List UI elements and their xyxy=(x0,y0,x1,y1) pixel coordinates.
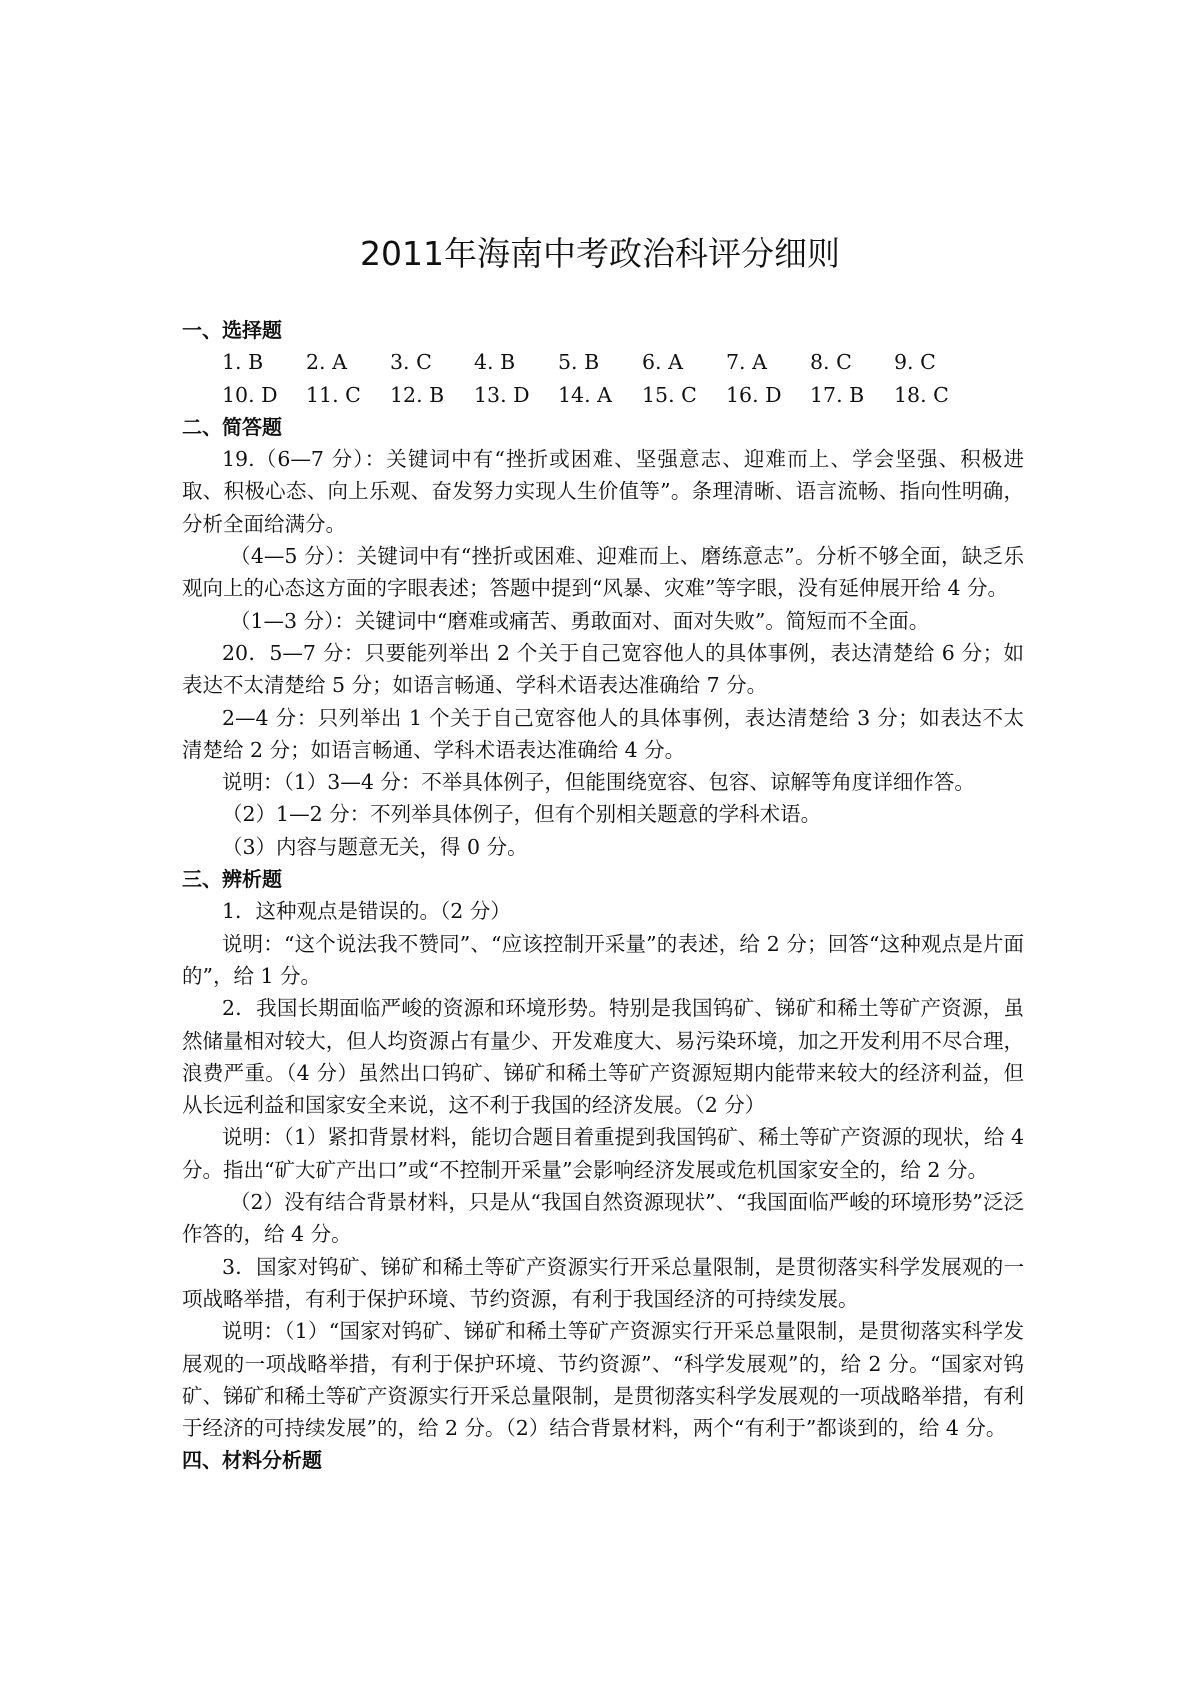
paragraph: （1—3 分）：关键词中“磨难或痛苦、勇敢面对、面对失败”。简短而不全面。 xyxy=(230,608,930,633)
answer-item: 2. A xyxy=(306,350,347,375)
answer-item: 7. A xyxy=(726,350,767,375)
paragraph: 说明：（1）紧扣背景材料，能切合题目着重提到我国钨矿、稀土等矿产资源的现状，给 4 分。指出“矿大矿产出口”或“不控制开采量”会影响经济发展或危机国家安全的，给 2 分。 xyxy=(182,1125,1024,1182)
paragraph: 说明：（1）3—4 分：不举具体例子，但能围绕宽容、包容、谅解等角度详细作答。 xyxy=(222,770,975,795)
paragraph: 20．5—7 分：只要能列举出 2 个关于自己宽容他人的具体事例，表达清楚给 6 分；如表达不太清楚给 5 分；如语言畅通、学科术语表达准确给 7 分。 xyxy=(182,640,1024,698)
answer-item: 6. A xyxy=(642,350,683,375)
answer-item: 10. D xyxy=(222,382,278,407)
paragraph: （3）内容与题意无关，得 0 分。 xyxy=(222,834,528,859)
section-heading-choice: 一、选择题 xyxy=(182,318,282,342)
answer-item: 4. B xyxy=(474,350,516,375)
answer-item: 14. A xyxy=(558,382,612,407)
answer-item: 15. C xyxy=(642,382,697,407)
paragraph: 2—4 分：只列举出 1 个关于自己宽容他人的具体事例，表达清楚给 3 分；如表达不太清楚给 2 分；如语言畅通、学科术语表达准确给 4 分。 xyxy=(182,705,1024,762)
document-title: 2011年海南中考政治科评分细则 xyxy=(360,234,840,273)
answer-item: 13. D xyxy=(474,382,530,407)
paragraph: 说明：（1）“国家对钨矿、锑矿和稀土等矿产资源实行开采总量限制，是贯彻落实科学发展观的一项战略举措，有利于保护环境、节约资源”、“科学发展观”的，给 2 分。“国家对钨矿、锑矿和稀土等矿产资源实行开采总量限制，是贯彻落实科学发展观的一项战略举措，有利于经济的可持续发展”的，给 2 分。（2）结合背景材料，两个“有利于”都谈到的，给 4 分。 xyxy=(182,1319,1024,1441)
answer-row-1 xyxy=(182,346,1024,378)
answer-item: 9. C xyxy=(894,350,936,375)
paragraph: （4—5 分）：关键词中有“挫折或困难、迎难而上、磨练意志”。分析不够全面，缺乏乐观向上的心态这方面的字眼表述；答题中提到“风暴、灾难”等字眼，没有延伸展开给 4 分。 xyxy=(182,544,1024,601)
answer-item: 8. C xyxy=(810,350,852,375)
paragraph: 3．国家对钨矿、锑矿和稀土等矿产资源实行开采总量限制，是贯彻落实科学发展观的一项战略举措，有利于保护环境、节约资源，有利于我国经济的可持续发展。 xyxy=(182,1254,1024,1311)
answer-item: 5. B xyxy=(558,350,600,375)
paragraph: 1．这种观点是错误的。（2 分） xyxy=(222,899,511,924)
paragraph: 19.（6—7 分）：关键词中有“挫折或困难、坚强意志、迎难而上、学会坚强、积极进取、积极心态、向上乐观、奋发努力实现人生价值等”。条理清晰、语言流畅、指向性明确，分析全面给满分。 xyxy=(182,447,1024,536)
section-heading-material-analysis: 四、材料分析题 xyxy=(182,1448,322,1473)
answer-item: 18. C xyxy=(894,382,949,407)
paragraph: （2）1—2 分：不列举具体例子，但有个别相关题意的学科术语。 xyxy=(222,802,822,827)
paragraph: （2）没有结合背景材料，只是从“我国自然资源现状”、“我国面临严峻的环境形势”泛泛作答的，给 4 分。 xyxy=(182,1190,1024,1247)
answer-item: 12. B xyxy=(390,382,445,407)
answer-item: 17. B xyxy=(810,382,865,407)
answer-item: 1. B xyxy=(222,350,264,375)
paragraph: 2．我国长期面临严峻的资源和环境形势。特别是我国钨矿、锑矿和稀土等矿产资源，虽然储量相对较大，但人均资源占有量少、开发难度大、易污染环境，加之开发利用不尽合理，浪费严重。（4 分）虽然出口钨矿、锑矿和稀土等矿产资源短期内能带来较大的经济利益，但从长远利益和国家安全来说，这不利于我国的经济发展。（2 分） xyxy=(182,996,1024,1118)
paragraph: 说明：“这个说法我不赞同”、“应该控制开采量”的表述，给 2 分；回答“这种观点是片面的”，给 1 分。 xyxy=(182,931,1024,988)
answer-row-2 xyxy=(182,379,1024,411)
document-body xyxy=(182,314,1024,1477)
section-heading-short-answer: 二、简答题 xyxy=(182,414,282,439)
answer-item: 3. C xyxy=(390,350,432,375)
answer-item: 16. D xyxy=(726,382,782,407)
answer-item: 11. C xyxy=(306,382,361,407)
section-heading-analysis: 三、辨析题 xyxy=(182,867,282,892)
